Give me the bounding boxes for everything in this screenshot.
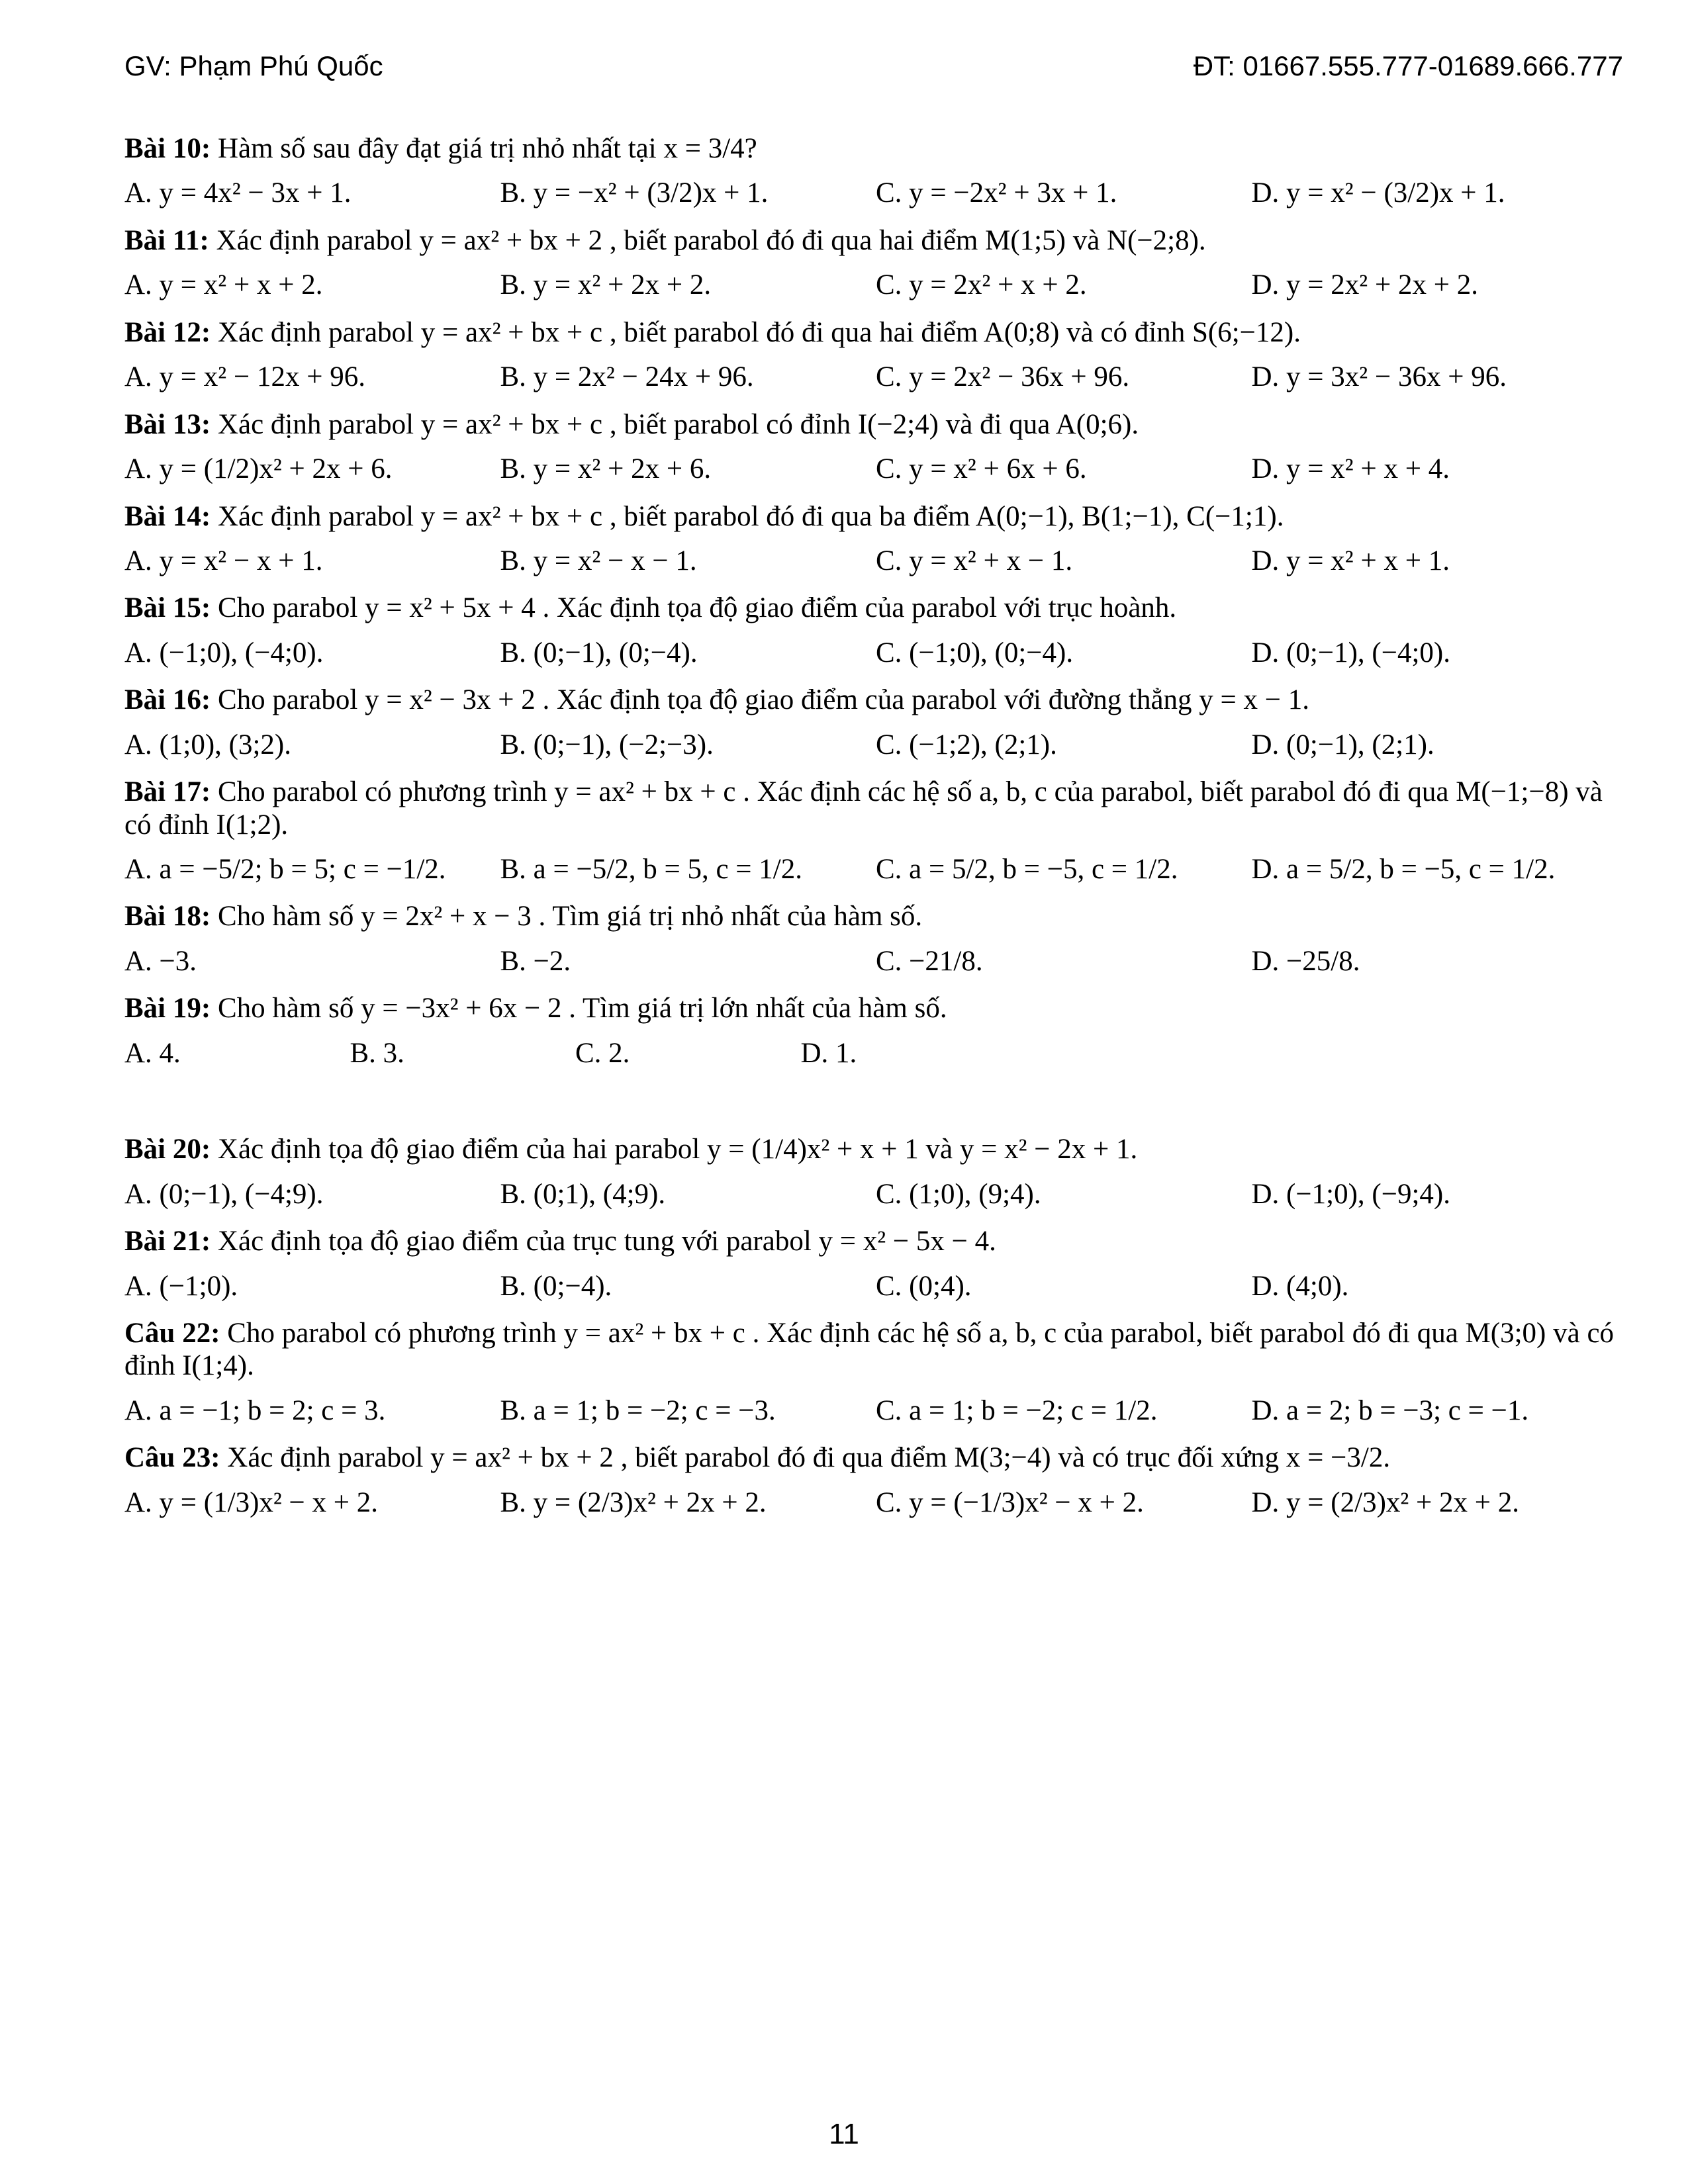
question-19 bbox=[124, 992, 1627, 1069]
option-b: B. (0;−4). bbox=[500, 1270, 612, 1302]
question-text: Cho parabol có phương trình y = ax² + bx + c . Xác định các hệ số a, b, c của parabol, biết parabol đó đi qua M(3;0) và có đỉnh I(1;4). bbox=[124, 1317, 1615, 1382]
question-14 bbox=[124, 500, 1627, 578]
question-text: Xác định parabol y = ax² + bx + 2 , biết parabol đó đi qua hai điểm M(1;5) và N(−2;8). bbox=[216, 224, 1206, 256]
option-a: A. y = x² − x + 1. bbox=[124, 545, 323, 576]
option-a: A. −3. bbox=[124, 945, 197, 977]
option-b: B. (0;−1), (−2;−3). bbox=[500, 729, 714, 760]
question-13 bbox=[124, 408, 1627, 486]
option-c: C. (0;4). bbox=[876, 1270, 972, 1302]
question-label: Bài 13: bbox=[124, 408, 211, 440]
question-label: Bài 17: bbox=[124, 776, 211, 808]
option-a: A. a = −1; b = 2; c = 3. bbox=[124, 1394, 386, 1426]
option-b: B. y = −x² + (3/2)x + 1. bbox=[500, 177, 769, 209]
question-label: Bài 12: bbox=[124, 316, 211, 348]
option-b: B. y = x² + 2x + 2. bbox=[500, 269, 712, 301]
question-text: Cho parabol y = x² + 5x + 4 . Xác định tọa độ giao điểm của parabol với trục hoành. bbox=[217, 592, 1177, 624]
question-list bbox=[124, 118, 1627, 1519]
question-12 bbox=[124, 316, 1627, 394]
option-b: B. a = 1; b = −2; c = −3. bbox=[500, 1394, 776, 1426]
question-label: Bài 10: bbox=[124, 133, 211, 164]
option-c: C. (−1;2), (2;1). bbox=[876, 729, 1057, 760]
question-17 bbox=[124, 776, 1627, 886]
option-c: C. 2. bbox=[575, 1037, 630, 1069]
question-text: Cho parabol có phương trình y = ax² + bx + c . Xác định các hệ số a, b, c của parabol, biết parabol đó đi qua M(−1;−8) và có đỉnh I(1;2). bbox=[124, 776, 1603, 841]
option-c: C. y = x² + 6x + 6. bbox=[876, 453, 1087, 485]
option-c: C. (−1;0), (0;−4). bbox=[876, 637, 1074, 668]
question-label: Bài 20: bbox=[124, 1134, 211, 1165]
question-text: Xác định parabol y = ax² + bx + c , biết parabol đó đi qua hai điểm A(0;8) và có đỉnh S(6;−12). bbox=[217, 316, 1301, 348]
question-text: Cho parabol y = x² − 3x + 2 . Xác định tọa độ giao điểm của parabol với đường thẳng y = x − 1. bbox=[217, 684, 1310, 716]
option-a: A. y = (1/3)x² − x + 2. bbox=[124, 1486, 379, 1518]
question-16 bbox=[124, 684, 1627, 761]
option-d: D. a = 5/2, b = −5, c = 1/2. bbox=[1251, 854, 1556, 885]
header-phone: ĐT: 01667.555.777-01689.666.777 bbox=[1193, 50, 1623, 81]
question-22 bbox=[124, 1317, 1627, 1427]
option-c: C. y = 2x² + x + 2. bbox=[876, 269, 1087, 301]
option-d: D. y = (2/3)x² + 2x + 2. bbox=[1251, 1486, 1520, 1518]
option-c: C. y = 2x² − 36x + 96. bbox=[876, 361, 1130, 393]
question-text: Cho hàm số y = −3x² + 6x − 2 . Tìm giá trị lớn nhất của hàm số. bbox=[217, 993, 947, 1024]
header-teacher-name: GV: Phạm Phú Quốc bbox=[124, 50, 383, 81]
option-d: D. (0;−1), (2;1). bbox=[1251, 729, 1434, 760]
option-d: D. y = 2x² + 2x + 2. bbox=[1251, 269, 1478, 301]
question-text: Xác định parabol y = ax² + bx + c , biết parabol có đỉnh I(−2;4) và đi qua A(0;6). bbox=[217, 408, 1139, 440]
option-d: D. (−1;0), (−9;4). bbox=[1251, 1178, 1450, 1210]
option-d: D. y = x² + x + 4. bbox=[1251, 453, 1450, 485]
option-a: A. 4. bbox=[124, 1037, 181, 1069]
option-a: A. (−1;0), (−4;0). bbox=[124, 637, 324, 668]
question-text: Xác định parabol y = ax² + bx + 2 , biết parabol đó đi qua điểm M(3;−4) và có trục đối xứng x = −3/2. bbox=[227, 1442, 1391, 1474]
option-a: A. (0;−1), (−4;9). bbox=[124, 1178, 324, 1210]
question-label: Câu 23: bbox=[124, 1442, 220, 1474]
question-10 bbox=[124, 132, 1627, 210]
option-a: A. (−1;0). bbox=[124, 1270, 238, 1302]
question-18 bbox=[124, 900, 1627, 978]
question-label: Bài 16: bbox=[124, 684, 211, 716]
option-d: D. a = 2; b = −3; c = −1. bbox=[1251, 1394, 1529, 1426]
option-d: D. (4;0). bbox=[1251, 1270, 1349, 1302]
option-b: B. y = 2x² − 24x + 96. bbox=[500, 361, 754, 393]
option-b: B. y = x² − x − 1. bbox=[500, 545, 697, 576]
question-label: Bài 19: bbox=[124, 993, 211, 1024]
option-a: A. (1;0), (3;2). bbox=[124, 729, 291, 760]
question-label: Bài 18: bbox=[124, 901, 211, 933]
option-c: C. (1;0), (9;4). bbox=[876, 1178, 1041, 1210]
option-d: D. (0;−1), (−4;0). bbox=[1251, 637, 1450, 668]
option-b: B. y = x² + 2x + 6. bbox=[500, 453, 712, 485]
option-b: B. (0;−1), (0;−4). bbox=[500, 637, 698, 668]
option-a: A. y = x² − 12x + 96. bbox=[124, 361, 365, 393]
question-label: Bài 11: bbox=[124, 224, 209, 256]
option-b: B. (0;1), (4;9). bbox=[500, 1178, 666, 1210]
page-number: 11 bbox=[829, 2118, 859, 2150]
option-d: D. y = 3x² − 36x + 96. bbox=[1251, 361, 1507, 393]
option-d: D. −25/8. bbox=[1251, 945, 1360, 977]
option-c: C. y = (−1/3)x² − x + 2. bbox=[876, 1486, 1144, 1518]
question-20 bbox=[124, 1133, 1627, 1210]
option-d: D. y = x² + x + 1. bbox=[1251, 545, 1450, 576]
option-c: C. a = 5/2, b = −5, c = 1/2. bbox=[876, 854, 1178, 885]
question-label: Câu 22: bbox=[124, 1317, 220, 1349]
option-c: C. a = 1; b = −2; c = 1/2. bbox=[876, 1394, 1158, 1426]
question-21 bbox=[124, 1225, 1627, 1302]
question-15 bbox=[124, 592, 1627, 669]
question-text: Xác định tọa độ giao điểm của hai parabol y = (1/4)x² + x + 1 và y = x² − 2x + 1. bbox=[217, 1134, 1138, 1165]
option-b: B. a = −5/2, b = 5, c = 1/2. bbox=[500, 854, 802, 885]
question-label: Bài 21: bbox=[124, 1226, 211, 1257]
option-a: A. y = x² + x + 2. bbox=[124, 269, 323, 301]
question-text: Cho hàm số y = 2x² + x − 3 . Tìm giá trị nhỏ nhất của hàm số. bbox=[217, 901, 923, 933]
question-text: Xác định tọa độ giao điểm của trục tung với parabol y = x² − 5x − 4. bbox=[217, 1226, 996, 1257]
option-c: C. y = x² + x − 1. bbox=[876, 545, 1073, 576]
option-c: C. −21/8. bbox=[876, 945, 983, 977]
question-11 bbox=[124, 224, 1627, 302]
option-b: B. −2. bbox=[500, 945, 571, 977]
option-c: C. y = −2x² + 3x + 1. bbox=[876, 177, 1117, 209]
question-text: Xác định parabol y = ax² + bx + c , biết parabol đó đi qua ba điểm A(0;−1), B(1;−1), C(−1;1). bbox=[217, 500, 1284, 532]
option-d: D. 1. bbox=[800, 1037, 857, 1069]
option-a: A. a = −5/2; b = 5; c = −1/2. bbox=[124, 854, 446, 885]
question-label: Bài 14: bbox=[124, 500, 211, 532]
option-a: A. y = (1/2)x² + 2x + 6. bbox=[124, 453, 393, 485]
question-23 bbox=[124, 1441, 1627, 1519]
option-b: B. 3. bbox=[350, 1037, 404, 1069]
option-b: B. y = (2/3)x² + 2x + 2. bbox=[500, 1486, 767, 1518]
option-d: D. y = x² − (3/2)x + 1. bbox=[1251, 177, 1505, 209]
question-text: Hàm số sau đây đạt giá trị nhỏ nhất tại x = 3/4? bbox=[217, 133, 757, 164]
question-label: Bài 15: bbox=[124, 592, 211, 624]
option-a: A. y = 4x² − 3x + 1. bbox=[124, 177, 352, 209]
